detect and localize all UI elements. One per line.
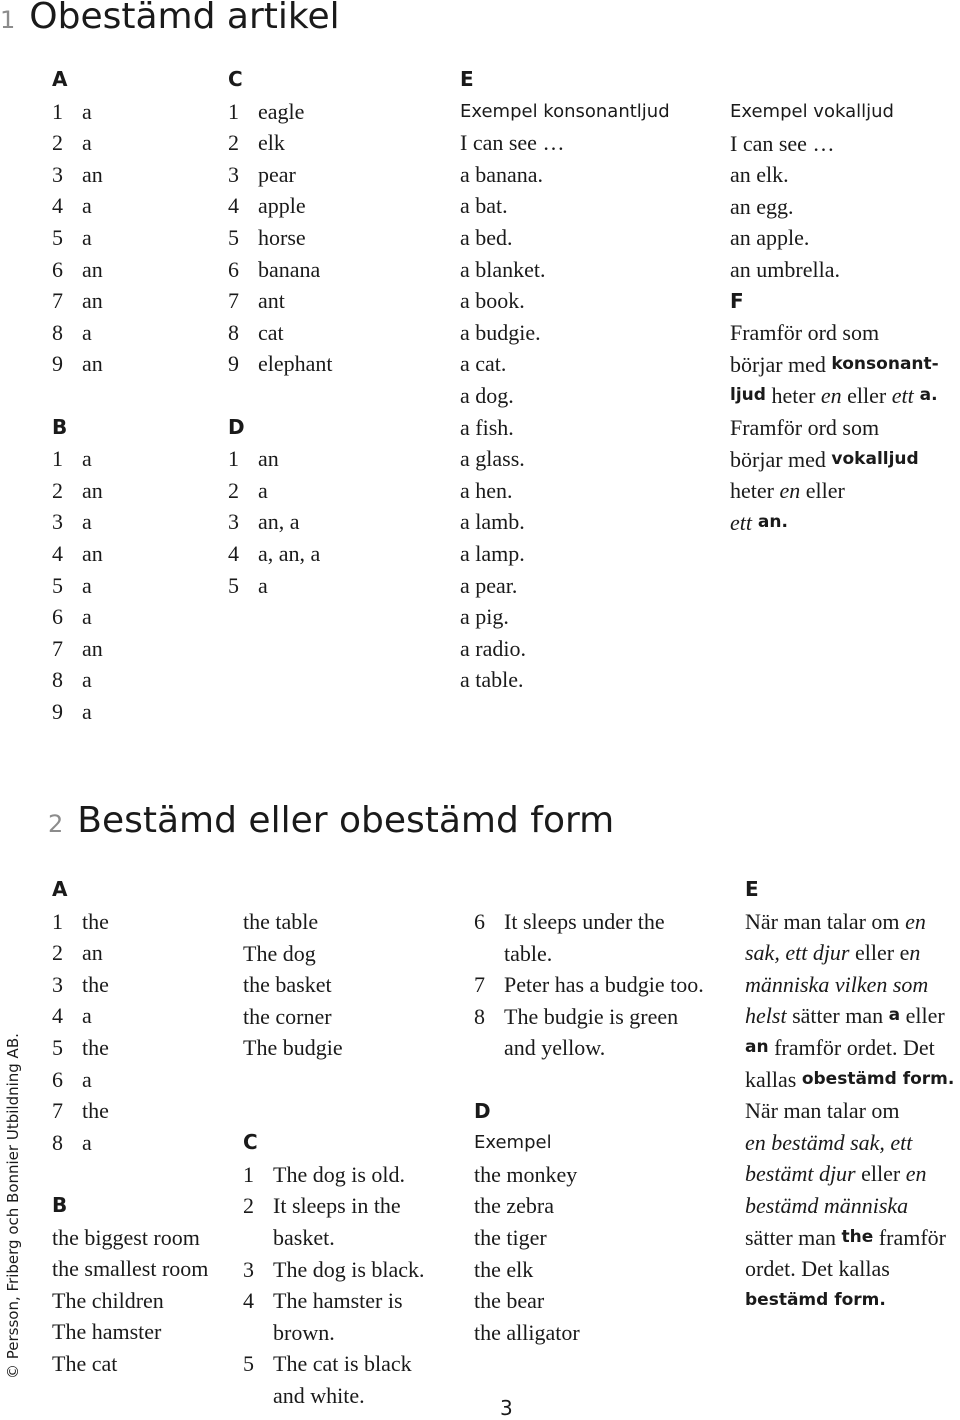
list-item-text: a banana. [460,161,544,187]
answer-text: an [82,161,103,187]
exercise-label-a: A [52,67,68,91]
answer-row [52,696,103,728]
list-item [243,1001,425,1033]
answer-text: a [82,667,92,693]
answer-number: 3 [52,161,63,187]
list-item-text: a budgie. [460,319,541,345]
answer-row [474,1001,704,1033]
answer-row [52,1032,208,1064]
list-item [460,443,670,475]
list-item [730,254,939,286]
answer-number: 4 [52,193,63,219]
exercise-d-list [474,1159,704,1349]
rule-line: När man talar om en [745,908,926,934]
example-heading-consonant: Exempel konsonantljud [460,100,670,122]
answer-row [52,127,103,159]
answer-text: a [82,193,92,219]
answer-text: a, an, a [258,540,321,566]
answer-text: The budgie is green [504,1003,679,1029]
exercise-a-list [52,96,103,380]
rule-line: ett an. [730,509,788,535]
answer-number: 5 [52,224,63,250]
list-item-text: The cat [52,1350,118,1376]
answer-text: a [82,224,92,250]
list-item [460,190,670,222]
exercise-label-a: A [52,877,68,901]
exercise-label-c: C [243,1130,258,1155]
list-item [460,664,670,696]
exercise-b-list [52,443,103,727]
list-item [474,1317,704,1349]
list-item-text: a dog. [460,382,514,408]
answer-row [228,348,333,380]
answer-row [228,285,333,317]
answer-text: The cat is black [273,1351,412,1377]
exercise-b-list [52,1222,208,1380]
list-item-text: the elk [474,1256,534,1282]
answer-number: 1 [52,908,63,934]
list-item [52,1222,208,1254]
list-item [474,1254,704,1286]
exercise-label-b: B [52,1192,68,1217]
answer-row [52,570,103,602]
answer-text: elk [258,130,285,156]
answer-number: 3 [52,509,63,535]
answer-number: 1 [52,98,63,124]
list-item-text: a radio. [460,635,526,661]
section-2-title: 2 Bestämd eller obestämd form [48,800,615,841]
answer-number: 2 [243,1193,254,1219]
rule-line: Framför ord som [730,414,880,440]
list-item [52,1253,208,1285]
list-item-text: The children [52,1287,164,1313]
answer-number: 1 [228,446,239,472]
answer-text: table. [504,940,553,966]
list-item-text: a blanket. [460,256,546,282]
answer-number: 7 [228,288,239,314]
list-item [460,254,670,286]
list-item [460,570,670,602]
answer-text: a [258,477,268,503]
list-item-text: the tiger [474,1224,547,1250]
rule-line: När man talar om [745,1098,900,1124]
exercise-a-sentences [474,906,704,1064]
answer-number: 8 [52,1129,63,1155]
answer-text: the [82,1098,109,1124]
answer-text: a [258,572,268,598]
list-item-text: a bat. [460,193,508,219]
list-item-text: a table. [460,667,524,693]
answer-row [243,1159,425,1191]
example-intro: I can see … [730,130,835,156]
list-item [243,1032,425,1064]
example-vowel-list [730,159,939,285]
list-item [474,1190,704,1222]
list-item [474,1285,704,1317]
answer-row-continued [243,1222,425,1254]
answer-text: eagle [258,98,305,124]
rule-line: helst sätter man a eller [745,1003,945,1029]
exercise-label-e: E [745,877,759,901]
answer-text: brown. [273,1319,335,1345]
exercise-label-c: C [228,67,243,91]
answer-row [228,317,333,349]
list-item [460,412,670,444]
sec2-column-e [745,874,954,1316]
sec2-column-ac [243,906,425,1412]
answer-row [52,1064,208,1096]
answer-row [52,159,103,191]
answer-row [52,348,103,380]
list-item-text: a pear. [460,572,518,598]
answer-row [52,1000,208,1032]
answer-number: 3 [228,161,239,187]
answer-number: 4 [52,540,63,566]
answer-row-continued [243,1380,425,1412]
answer-text: the [82,971,109,997]
list-item-text: a fish. [460,414,514,440]
answer-row [228,222,333,254]
answer-text: elephant [258,351,333,377]
list-item [474,1159,704,1191]
answer-number: 8 [52,319,63,345]
answer-number: 6 [228,256,239,282]
exercise-c-list [228,96,333,380]
answer-row [52,601,103,633]
answer-row [52,190,103,222]
answer-row [243,1285,425,1317]
answer-number: 1 [228,98,239,124]
exercise-label-e: E [460,67,474,91]
list-item [52,1285,208,1317]
list-item [52,1348,208,1380]
answer-text: a [82,1129,92,1155]
list-item [460,222,670,254]
answer-indent [474,1032,504,1064]
answer-row [474,969,704,1001]
section-1-title: 1 Obestämd artikel [0,0,340,37]
sec2-column-d [474,906,704,1348]
answer-text: the [82,1034,109,1060]
rule-line: sak, ett djur eller e n [745,940,921,966]
answer-row [52,969,208,1001]
list-item-text: the table [243,909,319,934]
answer-number: 5 [52,1034,63,1060]
answer-text: banana [258,256,321,282]
exercise-a-list [52,906,208,1159]
rule-line: människa vilken som [745,971,929,997]
answer-number: 7 [474,972,485,998]
answer-text: a [82,1003,92,1029]
answer-text: a [82,1066,92,1092]
answer-number: 5 [228,224,239,250]
list-item-text: the alligator [474,1319,580,1345]
answer-text: apple [258,193,306,219]
list-item [730,159,939,191]
list-item-text: a hen. [460,477,513,503]
answer-text: It sleeps in the [273,1193,401,1219]
sec1-column-e [460,64,670,696]
list-item [460,633,670,665]
answer-text: an [82,635,103,661]
answer-number: 9 [52,351,63,377]
exercise-d-list [228,443,333,601]
answer-row [243,1254,425,1286]
rule-line: bestämt djur eller en [745,1161,927,1187]
sec1-column-cd [228,64,333,601]
answer-number: 7 [52,1098,63,1124]
exercise-c-list [243,1159,425,1412]
list-item-text: the monkey [474,1161,578,1187]
list-item [730,222,939,254]
list-item [243,938,425,970]
answer-text: an, a [258,509,300,535]
answer-row [52,96,103,128]
answer-text: a [82,572,92,598]
list-item [52,1316,208,1348]
answer-row [52,443,103,475]
sec2-column-ab [52,874,208,1380]
exercise-label-f: F [730,288,744,313]
answer-row [52,937,208,969]
list-item [460,538,670,570]
list-item-text: an elk. [730,162,789,188]
answer-text: and white. [273,1382,365,1408]
answer-number: 2 [52,940,63,966]
list-item [460,317,670,349]
answer-text: The dog is old. [273,1161,405,1187]
answer-indent [243,1222,273,1254]
answer-text: a [82,319,92,345]
answer-number: 4 [228,193,239,219]
answer-number: 9 [52,698,63,724]
answer-text: and yellow. [504,1035,606,1061]
answer-row [52,254,103,286]
rule-line: börjar med vokalljud [730,446,919,472]
rule-line: ljud heter en eller ett a. [730,383,938,409]
rule-line: kallas obestämd form. [745,1066,955,1092]
answer-number: 3 [243,1256,254,1282]
list-item [460,601,670,633]
answer-text: a [82,130,92,156]
rule-line: an framför ordet. Det [745,1034,935,1060]
answer-text: basket. [273,1224,335,1250]
answer-number: 6 [52,1066,63,1092]
list-item [460,285,670,317]
rule-line: heter en eller [730,478,845,504]
list-item-text: a glass. [460,446,525,472]
answer-text: ant [258,288,285,314]
answer-number: 8 [474,1003,485,1029]
list-item-text: a lamp. [460,540,525,566]
answer-text: a [82,446,92,472]
answer-number: 6 [52,604,63,630]
answer-row [228,506,333,538]
answer-text: the [82,908,109,934]
answer-number: 6 [474,909,485,934]
answer-row [52,1095,208,1127]
answer-number: 8 [52,667,63,693]
example-heading-vowel: Exempel vokalljud [730,101,894,122]
answer-number: 1 [243,1161,254,1187]
answer-row [52,285,103,317]
answer-text: an [82,540,103,566]
list-item-text: the biggest room [52,1224,200,1250]
answer-text: horse [258,224,306,250]
answer-text: The dog is black. [273,1256,425,1282]
page-number: 3 [500,1396,513,1420]
answer-indent [243,1380,273,1412]
list-item [243,906,425,938]
answer-row [228,475,333,507]
answer-row [52,1127,208,1159]
list-item [730,191,939,223]
answer-row [228,127,333,159]
list-item [460,506,670,538]
answer-number: 5 [52,572,63,598]
answer-number: 5 [228,572,239,598]
answer-row [52,506,103,538]
answer-number: 7 [52,288,63,314]
answer-row [228,443,333,475]
list-item-text: the smallest room [52,1256,209,1282]
answer-text: an [82,351,103,377]
answer-row [228,538,333,570]
list-item [243,969,425,1001]
answer-row [228,254,333,286]
answer-row [52,538,103,570]
answer-row [228,159,333,191]
rule-line: en bestämd sak, ett [745,1129,913,1155]
answer-text: an [82,940,103,966]
list-item-text: a book. [460,288,525,314]
exercise-label-d: D [474,1098,491,1123]
list-item-text: The dog [243,940,316,966]
answer-text: a [82,509,92,535]
answer-row [228,570,333,602]
answer-row [228,190,333,222]
answer-indent [243,1317,273,1349]
list-item-text: a lamb. [460,509,525,535]
answer-row [52,664,103,696]
sec1-column-ab [52,64,103,727]
list-item-text: the zebra [474,1193,554,1219]
answer-row [52,633,103,665]
list-item-text: an apple. [730,225,810,251]
list-item [460,475,670,507]
answer-row [474,906,704,938]
answer-text: pear [258,161,296,187]
list-item-text: a cat. [460,351,507,377]
answer-row [52,475,103,507]
copyright-notice: © Persson, Friberg och Bonnier Utbildning AB. [4,1033,22,1379]
answer-text: Peter has a budgie too. [504,972,704,998]
rule-line: börjar med konsonant- [730,351,939,377]
answer-text: cat [258,319,284,345]
example-intro: I can see … [460,130,565,156]
answer-number: 8 [228,319,239,345]
example-heading: Exempel [474,1132,552,1154]
answer-number: 2 [52,477,63,503]
answer-number: 2 [228,477,239,503]
answer-text: a [82,98,92,124]
list-item [460,380,670,412]
answer-number: 2 [52,130,63,156]
answer-row [52,906,208,938]
answer-text: an [82,256,103,282]
list-item-text: The hamster [52,1319,162,1345]
answer-text: The hamster is [273,1288,403,1314]
answer-row-continued [474,1032,704,1064]
answer-number: 5 [243,1351,254,1377]
answer-row-continued [474,938,704,970]
rule-line: bestämd form. [745,1289,886,1310]
list-item-text: the basket [243,972,332,998]
answer-number: 4 [52,1003,63,1029]
list-item [474,1222,704,1254]
answer-row [52,222,103,254]
list-item-text: an umbrella. [730,256,840,282]
answer-number: 9 [228,351,239,377]
list-item-text: a bed. [460,224,513,250]
answer-text: an [258,446,279,472]
list-item-text: The budgie [243,1035,343,1061]
rule-line: ordet. Det kallas [745,1256,890,1282]
exercise-label-d: D [228,414,245,439]
answer-text: an [82,288,103,314]
answer-row [243,1190,425,1222]
rule-line: sätter man the framför [745,1224,946,1250]
answer-text: a [82,604,92,630]
answer-text: an [82,477,103,503]
answer-text: It sleeps under the [504,909,665,934]
list-item-text: a pig. [460,604,509,630]
answer-row [228,96,333,128]
answer-number: 3 [52,971,63,997]
exercise-a-nouns [243,906,425,1064]
example-consonant-list [460,159,670,696]
sec1-column-f [730,96,939,538]
list-item [460,348,670,380]
rule-line: bestämd människa [745,1192,909,1218]
answer-number: 2 [228,130,239,156]
list-item-text: the corner [243,1003,332,1029]
answer-row [243,1348,425,1380]
answer-number: 1 [52,446,63,472]
answer-row [52,317,103,349]
answer-number: 3 [228,509,239,535]
list-item-text: the bear [474,1288,545,1314]
rule-line: Framför ord som [730,320,880,346]
answer-number: 7 [52,635,63,661]
answer-indent [474,938,504,970]
list-item [460,159,670,191]
exercise-label-b: B [52,414,68,439]
answer-number: 4 [243,1288,254,1314]
answer-row-continued [243,1317,425,1349]
list-item-text: an egg. [730,193,794,219]
answer-number: 4 [228,540,239,566]
answer-text: a [82,698,92,724]
answer-number: 6 [52,256,63,282]
